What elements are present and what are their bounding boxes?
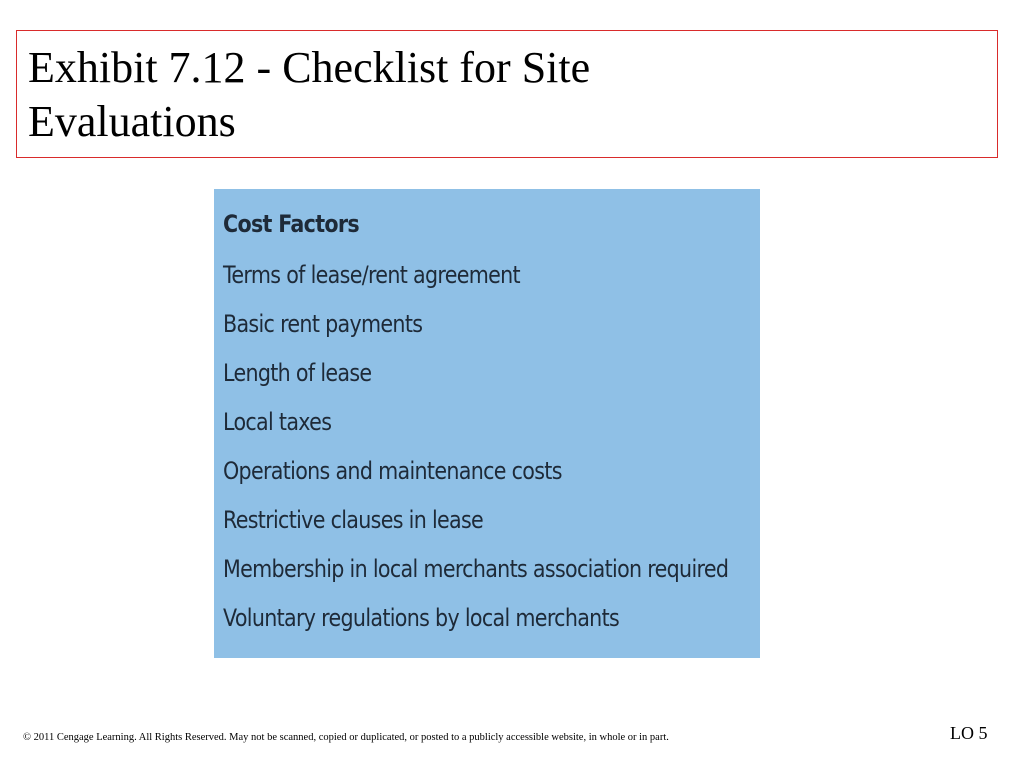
checklist bbox=[223, 251, 760, 643]
checklist-item: Voluntary regulations by local merchants bbox=[223, 604, 620, 632]
checklist-item: Local taxes bbox=[223, 408, 332, 436]
exhibit-heading: Cost Factors bbox=[223, 210, 359, 238]
learning-objective-label: LO 5 bbox=[950, 723, 988, 743]
checklist-item: Length of lease bbox=[223, 359, 372, 387]
slide-title: Exhibit 7.12 - Checklist for Site Evaluations bbox=[28, 43, 591, 146]
checklist-item: Basic rent payments bbox=[223, 310, 423, 338]
checklist-item: Restrictive clauses in lease bbox=[223, 506, 484, 534]
checklist-item: Membership in local merchants association required bbox=[223, 555, 729, 583]
title-box bbox=[16, 30, 998, 158]
checklist-item: Operations and maintenance costs bbox=[223, 457, 562, 485]
exhibit-image-panel bbox=[214, 189, 760, 658]
copyright-notice: © 2011 Cengage Learning. All Rights Reserved. May not be scanned, copied or duplicated, or posted to a publicly accessible website, in whole or in part. bbox=[23, 732, 669, 743]
checklist-item: Terms of lease/rent agreement bbox=[223, 261, 520, 289]
